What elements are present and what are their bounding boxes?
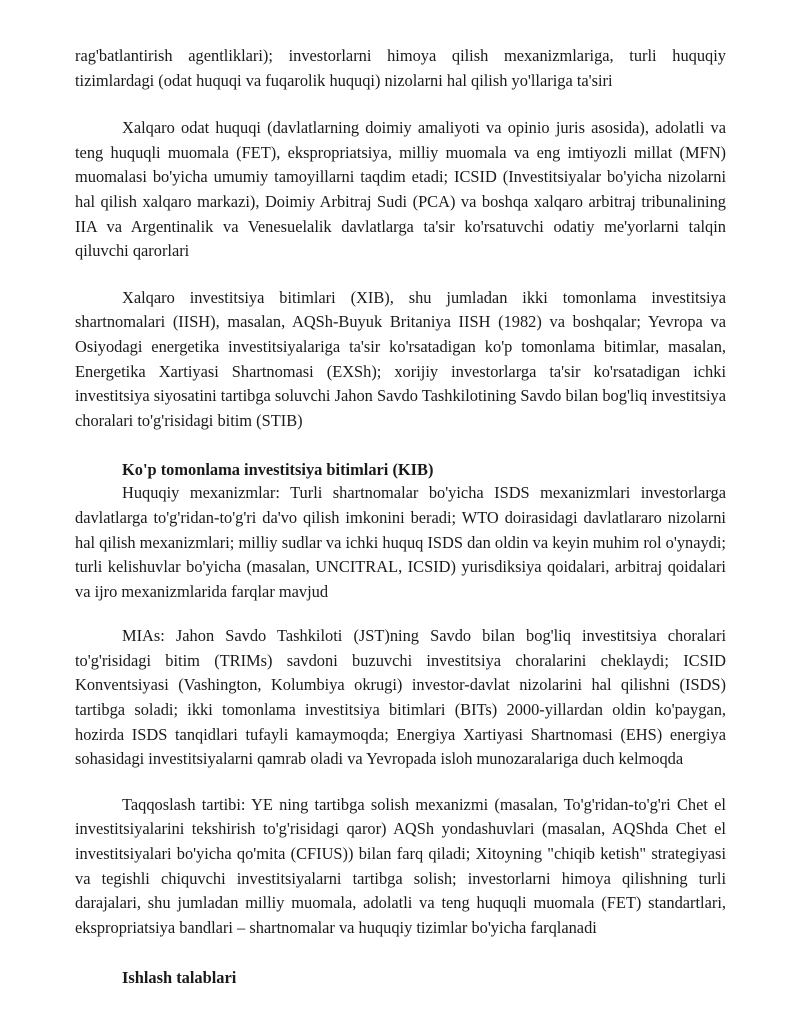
paragraph-legal-mechanisms: Huquqiy mexanizmlar: Turli shartnomalar bo'yicha ISDS mexanizmlari investorlarga davlatlarga to'g'ridan-to'g'ri da'vo qilish imkonini beradi; WTO doirasidagi davlatlararo nizolarni hal qilish mexanizmlari; milliy sudlar va ichki huquq ISDS dan oldin va keyin muhim rol o'ynaydi; turli kelishuvlar bo'yicha (masalan, UNCITRAL, ICSID) yurisdiksiya qoidalari, arbitraj qoidalari va ijro mexanizmlarida farqlar mavjud [75,483,726,601]
document-page [75,44,726,989]
paragraph-customary-law: Xalqaro odat huquqi (davlatlarning doimiy amaliyoti va opinio juris asosida), adolatli va teng huquqli muomala (FET), ekspropriatsiya, milliy muomala va eng imtiyozli millat (MFN) muomalasi bo'yicha umumiy tamoyillarni taqdim etadi; ICSID (Investitsiyalar bo'yicha nizolarni hal qilish xalqaro markazi), Doimiy Arbitraj Sudi (PCA) va boshqa xalqaro arbitraj tribunalining IIA va Argentinalik va Venesuelalik davlatlarga ta'sir ko'rsatuvchi odatiy me'yorlarni talqin qiluvchi qarorlari [75,118,726,261]
paragraph-mias: MIAs: Jahon Savdo Tashkiloti (JST)ning Savdo bilan bog'liq investitsiya choralari to'g'risidagi bitim (TRIMs) savdoni buzuvchi investitsiya choralarini cheklaydi; ICSID Konventsiyasi (Vashington, Kolumbiya okrugi) investor-davlat nizolarini hal qilishni (ISDS) tartibga soladi; ikki tomonlama investitsiya bitimlari (BITs) 2000-yillardan oldin ko'paygan, hozirda ISDS tanqidlari tufayli kamaymoqda; Energiya Xartiyasi Shartnomasi (EHS) energiya sohasidagi investitsiyalarni qamrab oladi va Yevropada isloh munozaralariga duch kelmoqda [75,626,726,769]
paragraph-international-investment-agreements: Xalqaro investitsiya bitimlari (XIB), shu jumladan ikki tomonlama investitsiya shartnomalari (IISH), masalan, AQSh-Buyuk Britaniya IISH (1982) va boshqalar; Yevropa va Osiyodagi energetika investitsiyalariga ta'sir ko'rsatadigan ko'p tomonlama bitimlar, masalan, Energetika Xartiyasi Shartnomasi (EXSh); xorijiy investorlarga ta'sir ko'rsatadigan ichki investitsiya siyosatini tartibga soluvchi Jahon Savdo Tashkilotining Savdo bilan bog'liq investitsiya choralari to'g'risidagi bitim (STIB) [75,287,726,430]
paragraph-intro-continuation: rag'batlantirish agentliklari); investorlarni himoya qilish mexanizmlariga, turli huquqiy tizimlardagi (odat huquqi va fuqarolik huquqi) nizolarni hal qilish yo'llariga ta'siri [75,46,726,90]
paragraph-comparative-order: Taqqoslash tartibi: YE ning tartibga solish mexanizmi (masalan, To'g'ridan-to'g'ri Chet el investitsiyalarini tekshirish to'g'risidagi qaror) AQSh yondashuvlari (masalan, AQShda Chet el investitsiyalari bo'yicha qo'mita (CFIUS)) bilan farq qiladi; Xitoyning "chiqib ketish" strategiyasi va tegishli chiquvchi investitsiyalarni tartibga solish; investorlarni himoya qilishning turli darajalari, shu jumladan milliy muomala, adolatli va teng huquqli muomala (FET) standartlari, ekspropriatsiya bandlari – shartnomalar va huquqiy tizimlar bo'yicha farqlanadi [75,794,726,937]
section-heading-kib: Ko'p tomonlama investitsiya bitimlari (KIB) [122,460,434,480]
section-heading-performance-requirements: Ishlash talablari [122,968,237,988]
